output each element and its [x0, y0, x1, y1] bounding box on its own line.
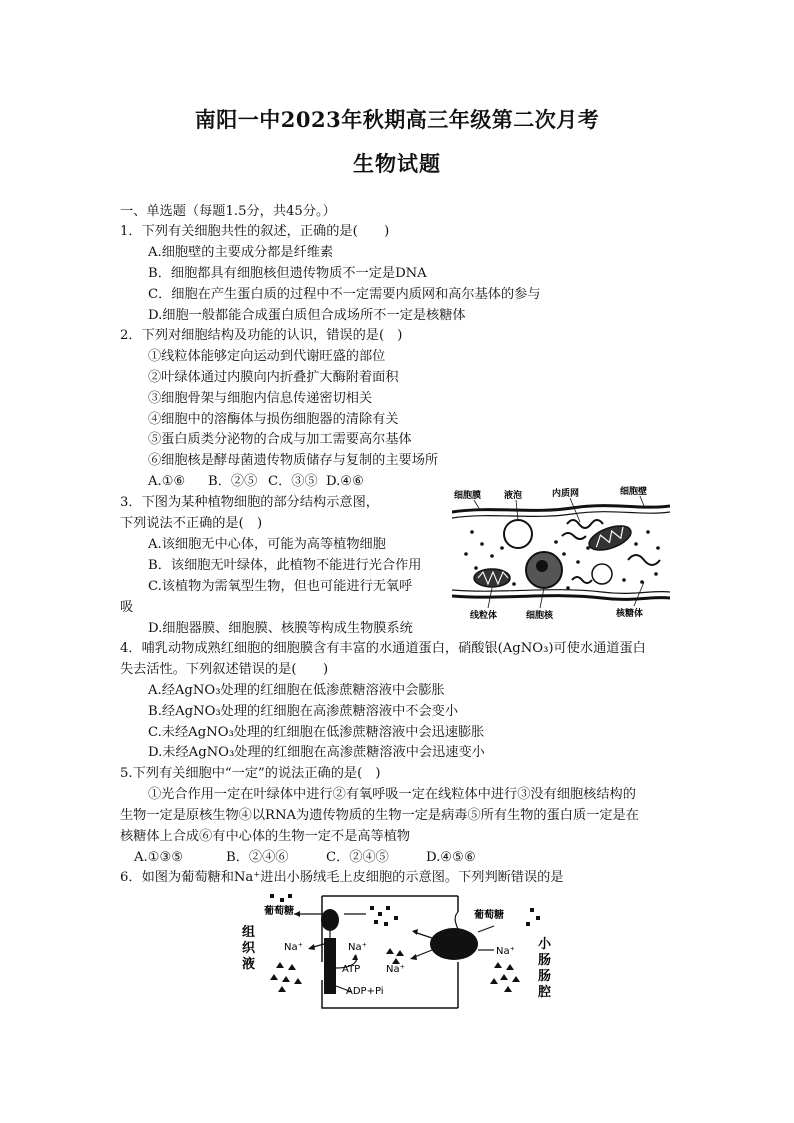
intestine-label-1: 小: [538, 937, 552, 952]
exam-title: 南阳一中2023年秋期高三年级第二次月考: [194, 107, 600, 132]
nucleus-label: 细胞核: [526, 611, 554, 621]
q2-statement-6: ⑥细胞核是酵母菌遗传物质储存与复制的主要场所: [148, 453, 439, 468]
q2-options: [148, 473, 364, 491]
q2-option-a: A.①⑥: [148, 474, 186, 489]
q5-body-line2: 生物一定是原核生物④以RNA为遗传物质的生物一定是病毒⑤所有生物的蛋白质一定是在: [120, 808, 639, 823]
q5-option-a: A.①③⑤: [134, 850, 184, 865]
q2-statement-2: ②叶绿体通过内膜向内折叠扩大酶附着面积: [148, 370, 399, 385]
glucose-sodium-transport-figure: [236, 892, 566, 1010]
q5-stem: 5.下列有关细胞中“一定”的说法正确的是( ): [120, 766, 381, 781]
cell-membrane-label: 细胞膜: [454, 491, 482, 501]
q3-stem-line2: 下列说法不正确的是( ): [120, 516, 263, 531]
tissue-fluid-label-2: 织: [242, 941, 256, 956]
glucose-label-right: 葡萄糖: [474, 910, 504, 921]
q2-option-c: C．③⑤: [268, 474, 318, 489]
q5-options: [134, 849, 476, 867]
q4-stem-line1: 4．哺乳动物成熟红细胞的细胞膜含有丰富的水通道蛋白，硝酸银(AgNO₃)可使水通道蛋白: [120, 641, 646, 656]
q3-option-a: A.该细胞无中心体，可能为高等植物细胞: [148, 537, 386, 552]
q6-stem: 6．如图为葡萄糖和Na⁺进出小肠绒毛上皮细胞的示意图。下列判断错误的是: [120, 870, 564, 885]
atp-label: ATP: [342, 964, 361, 975]
na-label-cell: Na⁺: [386, 964, 405, 975]
q5-option-c: C．②④⑤: [326, 850, 389, 865]
q4-option-a: A.经AgNO₃处理的红细胞在低渗蔗糖溶液中会膨胀: [148, 683, 445, 698]
intestine-label-3: 肠: [538, 969, 552, 984]
glucose-label-left: 葡萄糖: [264, 906, 294, 917]
tissue-fluid-label-1: 组: [242, 925, 256, 940]
q3-option-d: D.细胞器膜、细胞膜、核膜等构成生物膜系统: [148, 621, 413, 636]
q3-option-b: B．该细胞无叶绿体，此植物不能进行光合作用: [148, 558, 422, 573]
ribosome-label: 核糖体: [616, 609, 644, 619]
q2-option-d: D.④⑥: [326, 474, 364, 489]
q3-option-c-line2: 吸: [120, 600, 134, 615]
q4-option-b: B.经AgNO₃处理的红细胞在高渗蔗糖溶液中不会变小: [148, 704, 459, 719]
q5-body-line3: 核糖体上合成⑥有中心体的生物一定不是高等植物: [120, 829, 411, 844]
q2-statement-3: ③细胞骨架与细胞内信息传递密切相关: [148, 391, 373, 406]
q4-stem-line2: 失去活性。下列叙述错误的是( ): [120, 662, 329, 677]
plant-cell-figure: [452, 484, 670, 624]
q3-stem-line1: 3．下图为某种植物细胞的部分结构示意图，: [120, 495, 379, 510]
tissue-fluid-label-3: 液: [242, 957, 256, 972]
q1-option-c: C．细胞在产生蛋白质的过程中不一定需要内质网和高尔基体的参与: [148, 287, 541, 302]
q2-stem: 2．下列对细胞结构及功能的认识，错误的是( ): [120, 328, 403, 343]
q2-statement-1: ①线粒体能够定向运动到代谢旺盛的部位: [148, 349, 386, 364]
q2-statement-5: ⑤蛋白质类分泌物的合成与加工需要高尔基体: [148, 432, 412, 447]
exam-subtitle: 生物试题: [353, 151, 441, 176]
mitochondria-label: 线粒体: [470, 611, 498, 621]
q2-statement-4: ④细胞中的溶酶体与损伤细胞器的清除有关: [148, 412, 399, 427]
q5-body-line1: ①光合作用一定在叶绿体中进行②有氧呼吸一定在线粒体中进行③没有细胞核结构的: [148, 787, 636, 802]
adp-pi-label: ADP+Pi: [346, 986, 384, 997]
na-label-left: Na⁺: [284, 942, 303, 953]
q4-option-c: C.未经AgNO₃处理的红细胞在低渗蔗糖溶液中会迅速膨胀: [148, 725, 485, 740]
q2-option-b: B．②⑤: [208, 474, 258, 489]
q1-stem: 1．下列有关细胞共性的叙述，正确的是( ): [120, 224, 390, 239]
intestine-label-4: 腔: [538, 985, 552, 1000]
cell-wall-label: 细胞壁: [620, 487, 648, 497]
q5-option-d: D.④⑤⑥: [426, 850, 476, 865]
q1-option-d: D.细胞一般都能合成蛋白质但合成场所不一定是核糖体: [148, 308, 466, 323]
q5-option-b: B．②④⑥: [226, 850, 289, 865]
vacuole-label: 液泡: [504, 491, 523, 501]
q1-option-b: B．细胞都具有细胞核但遗传物质不一定是DNA: [148, 266, 427, 281]
q4-option-d: D.未经AgNO₃处理的红细胞在高渗蔗糖溶液中会迅速变小: [148, 745, 485, 760]
q1-option-a: A.细胞壁的主要成分都是纤维素: [148, 245, 334, 260]
section-heading: 一、单选题（每题1.5分，共45分。）: [120, 204, 336, 219]
q3-option-c-line1: C.该植物为需氧型生物，但也可能进行无氧呼: [148, 579, 413, 594]
na-label-inner: Na⁺: [348, 942, 367, 953]
er-label: 内质网: [552, 489, 580, 499]
intestine-label-2: 肠: [538, 953, 552, 968]
na-label-lumen: Na⁺: [496, 946, 515, 957]
